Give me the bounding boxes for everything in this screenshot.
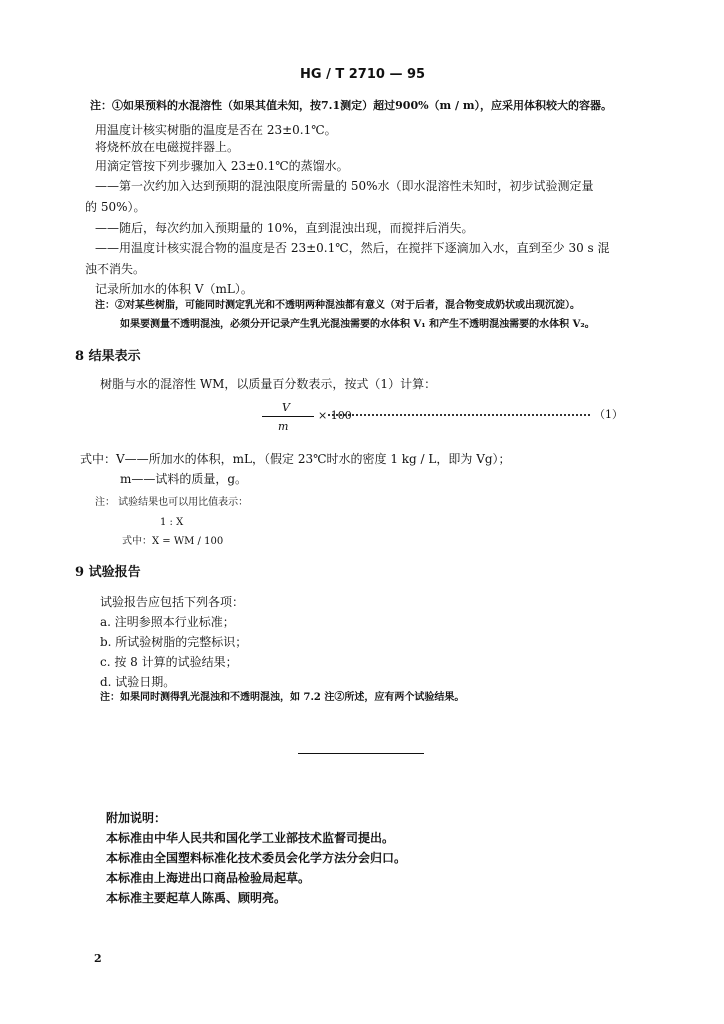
step-check-mixture: ——用温度计核实混合物的温度是否 23±0.1℃，然后，在搅拌下逐滴加入水，直到至少 30 s 混 <box>95 241 610 255</box>
step-check-mixture-cont: 浊不消失。 <box>85 262 146 276</box>
appendix-line-1: 本标准由中华人民共和国化学工业部技术监督司提出。 <box>106 831 395 845</box>
note-2-cont: 如果要测量不透明混浊，必须分开记录产生乳光混浊需要的水体积 V₁ 和产生不透明混浊需要的水体积 V₂。 <box>120 319 595 330</box>
step-first-addition: ——第一次约加入达到预期的混浊限度所需量的 50%水（即水混溶性未知时，初步试验测定量 <box>95 179 594 193</box>
note-4: 注：如果同时测得乳光混浊和不透明混浊，如 7.2 注②所述，应有两个试验结果。 <box>100 692 465 703</box>
section-divider <box>298 753 424 754</box>
list-item-a: a. 注明参照本行业标准； <box>100 615 235 629</box>
formula-numerator: V <box>282 401 290 414</box>
appendix-title: 附加说明： <box>106 811 167 825</box>
formula-denominator: m <box>278 420 289 433</box>
where-clause-m: m——试料的质量，g。 <box>120 472 248 486</box>
page-header: HG / T 2710 — 95 <box>300 67 426 82</box>
note-1: 注：①如果预料的水混溶性（如果其值未知，按7.1测定）超过900%（m / m），应采用体积较大的容器。 <box>90 99 613 112</box>
step-first-addition-cont: 的 50%）。 <box>85 200 146 214</box>
appendix-line-4: 本标准主要起草人陈禹、顾明亮。 <box>106 891 287 905</box>
list-item-b: b. 所试验树脂的完整标识； <box>100 635 248 649</box>
list-item-d: d. 试验日期。 <box>100 675 176 689</box>
formula-label: （1） <box>594 408 623 421</box>
paragraph-miscibility: 树脂与水的混溶性 WM，以质量百分数表示，按式（1）计算： <box>100 377 437 391</box>
step-subsequent-addition: ——随后，每次约加入预期量的 10%，直到混浊出现，而搅拌后消失。 <box>95 221 474 235</box>
section-8-heading: 8 结果表示 <box>75 349 141 364</box>
paragraph-add-water: 用滴定管按下列步骤加入 23±0.1℃的蒸馏水。 <box>95 159 349 173</box>
section-9-heading: 9 试验报告 <box>75 565 141 580</box>
paragraph-place-beaker: 将烧杯放在电磁搅拌器上。 <box>95 140 240 154</box>
note-2: 注：②对某些树脂，可能同时测定乳光和不透明两种混浊都有意义（对于后者，混合物变成奶状或出现沉淀）。 <box>95 300 580 311</box>
paragraph-record-volume: 记录所加水的体积 V（mL）。 <box>95 282 253 296</box>
page-number: 2 <box>94 952 102 965</box>
paragraph-report-contents: 试验报告应包括下列各项： <box>100 595 245 609</box>
note-3-where: 式中：X = WM / 100 <box>122 536 224 547</box>
list-item-c: c. 按 8 计算的试验结果； <box>100 655 238 669</box>
appendix-line-3: 本标准由上海进出口商品检验局起草。 <box>106 871 311 885</box>
formula-factor: × 100 <box>318 409 352 422</box>
formula-leader-dots <box>328 414 590 416</box>
paragraph-check-temperature: 用温度计核实树脂的温度是否在 23±0.1℃。 <box>95 123 337 137</box>
appendix-line-2: 本标准由全国塑料标准化技术委员会化学方法分会归口。 <box>106 851 407 865</box>
note-3: 注： 试验结果也可以用比值表示： <box>95 497 249 508</box>
note-3-ratio: 1 : X <box>160 517 184 528</box>
where-clause-v: 式中：V——所加水的体积，mL，（假定 23℃时水的密度 1 kg / L，即为 Vg）； <box>80 452 511 466</box>
formula-fraction-line <box>262 416 314 417</box>
